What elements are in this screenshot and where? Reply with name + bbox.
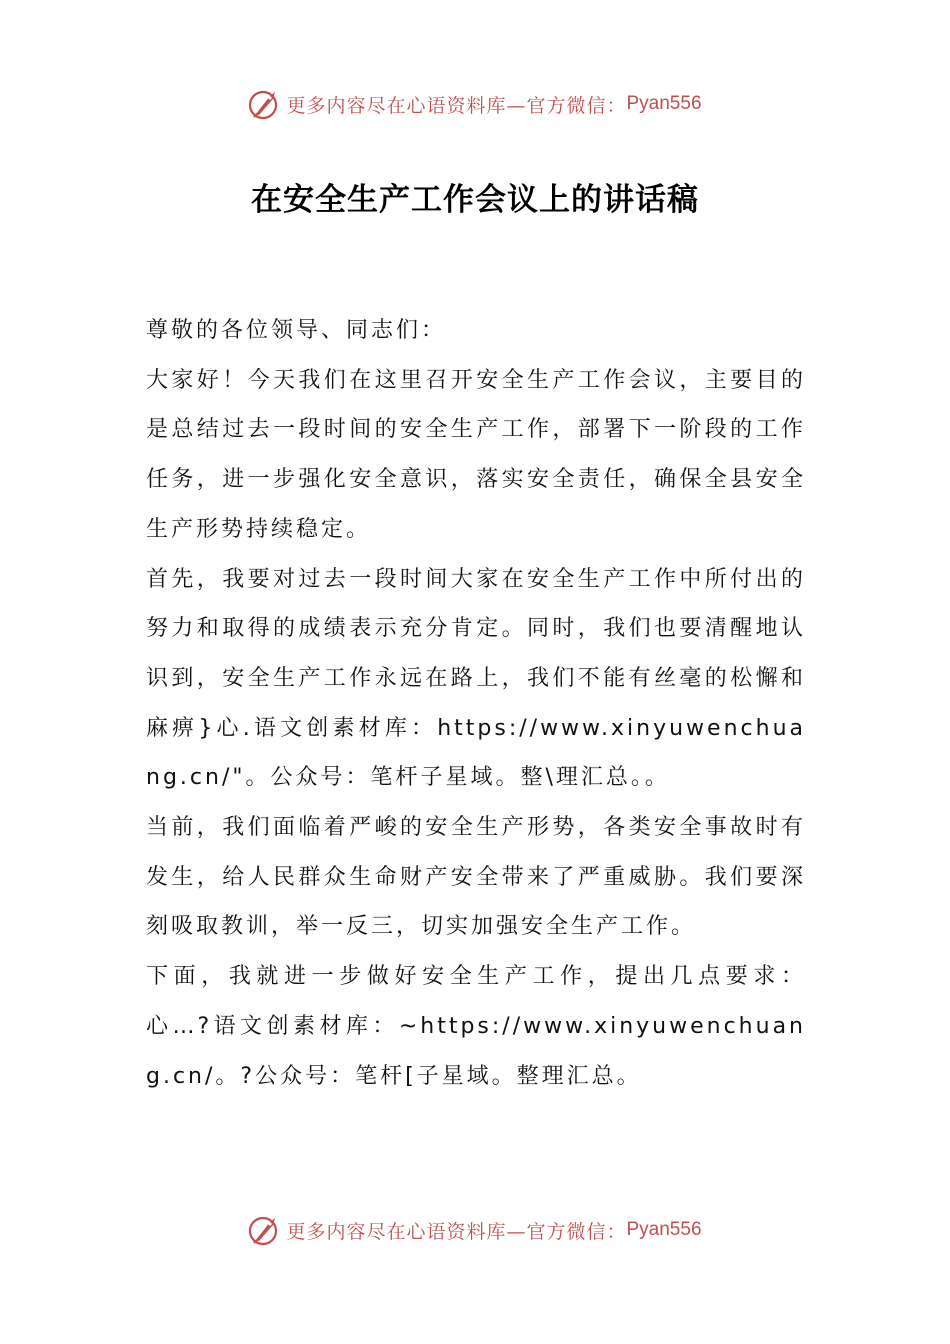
salutation-paragraph: 尊敬的各位领导、同志们： xyxy=(146,318,447,343)
header-banner-contact: Pyan556 xyxy=(626,93,702,114)
document-body xyxy=(146,306,806,1101)
footer-banner-text: 更多内容尽在心语资料库—官方微信： xyxy=(286,1220,627,1243)
pen-nib-logo-icon xyxy=(248,87,282,121)
body-paragraph-first: 首先，我要对过去一段时间大家在安全生产工作中所付出的努力和取得的成绩表示充分肯定。同时，我们也要清醒地认识到，安全生产工作永远在路上，我们不能有丝毫的松懈和麻痹}心.语文创素材库：https://www.xinyuwenchuang.cn/"。公众号：笔杆子星域。整\理汇总。。 xyxy=(146,566,806,791)
footer-banner-contact: Pyan556 xyxy=(626,1219,702,1240)
body-paragraph-requirements: 下面，我就进一步做好安全生产工作，提出几点要求：心…?语文创素材库：~https://www.xinyuwenchuang.cn/。?公众号：笔杆[子星域。整理汇总。 xyxy=(146,964,806,1089)
footer-banner xyxy=(0,1210,950,1250)
header-banner-text: 更多内容尽在心语资料库—官方微信： xyxy=(286,94,627,117)
pen-nib-logo-icon xyxy=(248,1213,282,1247)
header-banner xyxy=(0,84,950,124)
body-paragraph-current: 当前，我们面临着严峻的安全生产形势，各类安全事故时有发生，给人民群众生命财产安全带来了严重威胁。我们要深刻吸取教训，举一反三，切实加强安全生产工作。 xyxy=(146,815,806,940)
document-title: 在安全生产工作会议上的讲话稿 xyxy=(251,182,699,218)
body-paragraph-greeting: 大家好！今天我们在这里召开安全生产工作会议，主要目的是总结过去一段时间的安全生产工作，部署下一阶段的工作任务，进一步强化安全意识，落实安全责任，确保全县安全生产形势持续稳定。 xyxy=(146,367,806,542)
